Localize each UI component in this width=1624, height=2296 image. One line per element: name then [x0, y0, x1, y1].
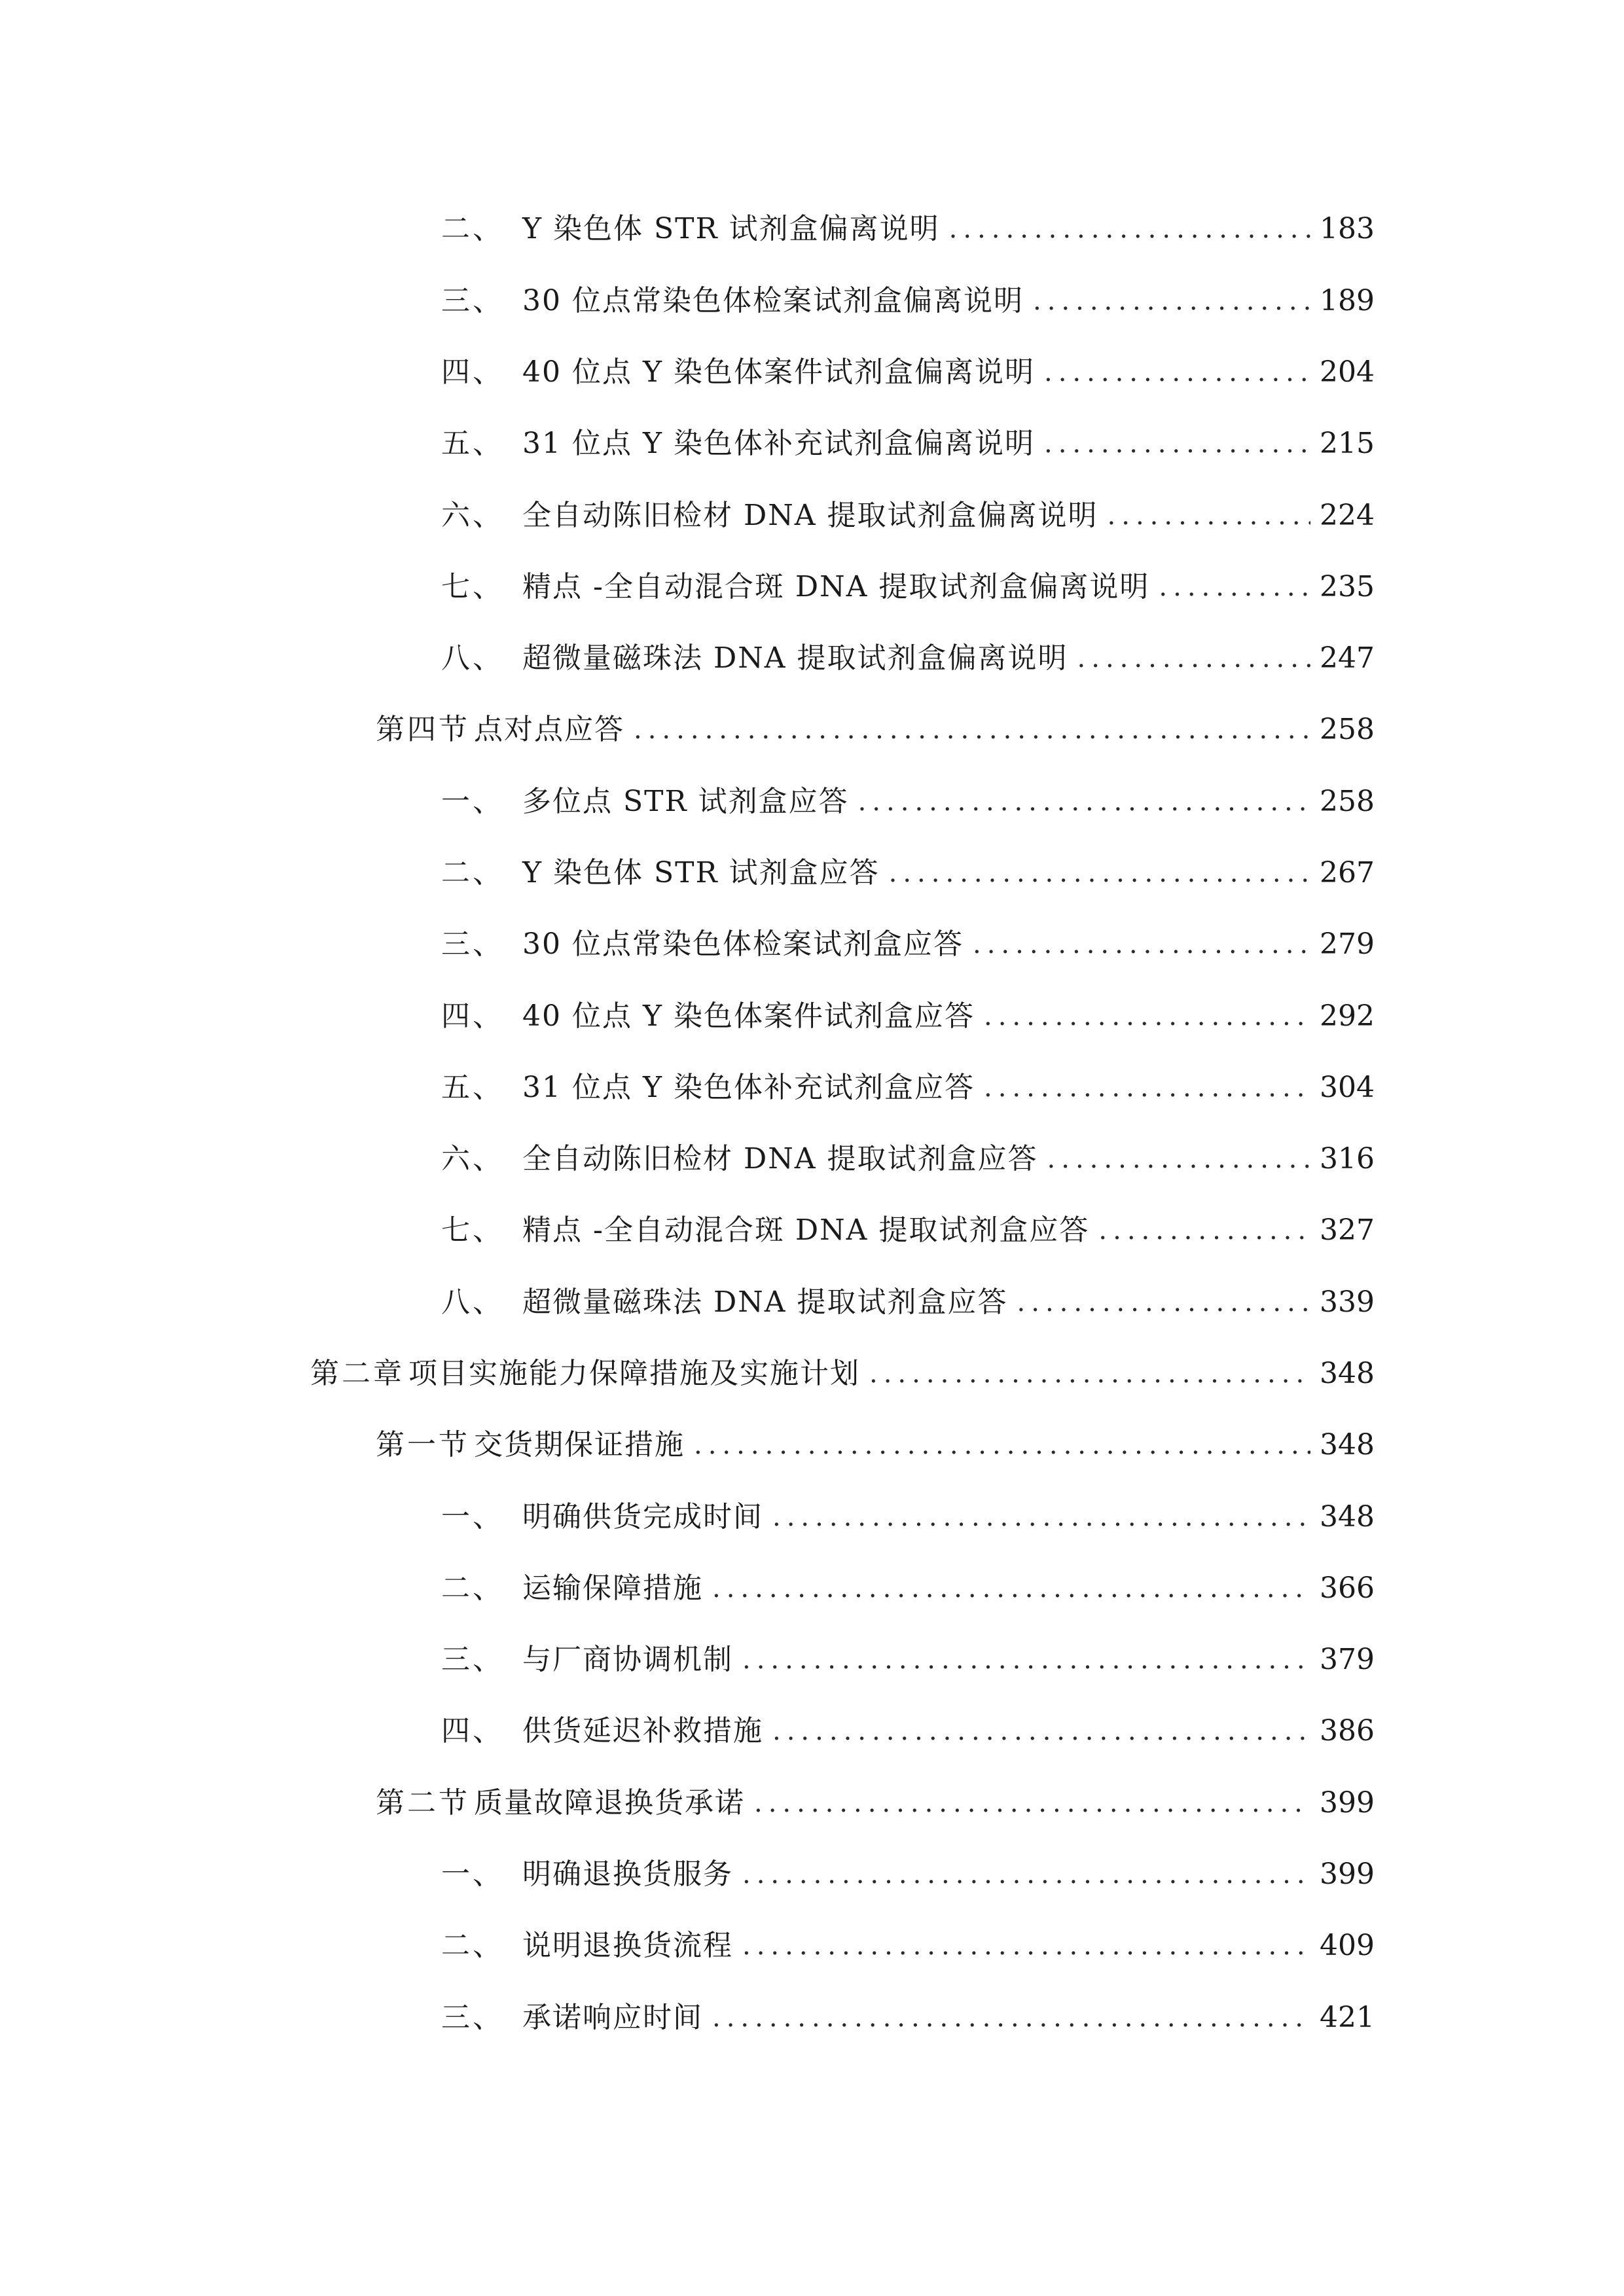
toc-entry[interactable] [441, 1280, 1375, 1325]
toc-entry-page: 348 [1320, 1357, 1375, 1390]
toc-entry-page: 386 [1320, 1714, 1375, 1748]
toc-entry-title: Y 染色体 STR 试剂盒偏离说明 [522, 212, 940, 245]
toc-entry-title: 项目实施能力保障措施及实施计划 [408, 1357, 860, 1390]
toc-entry-page: 399 [1320, 1786, 1375, 1820]
toc-entry-number: 三、 [441, 1643, 504, 1676]
toc-entry-page: 258 [1320, 713, 1375, 746]
toc-entry-title: 精点 -全自动混合斑 DNA 提取试剂盒应答 [522, 1213, 1090, 1247]
toc-entry-page: 183 [1320, 212, 1375, 245]
toc-entry-page: 421 [1320, 2001, 1375, 2034]
toc-entry-page: 189 [1320, 284, 1375, 317]
toc-entry-title: 30 位点常染色体检案试剂盒偏离说明 [522, 284, 1024, 317]
toc-entry-title: 承诺响应时间 [522, 2001, 703, 2034]
toc-entry-page: 204 [1320, 355, 1375, 389]
dot-leader [712, 1995, 1310, 2041]
toc-entry-page: 224 [1320, 499, 1375, 532]
toc-entry[interactable] [441, 636, 1375, 681]
dot-leader [1159, 564, 1310, 610]
toc-entry-number: 八、 [441, 1285, 504, 1319]
dot-leader [1108, 493, 1310, 539]
toc-entry-title: 全自动陈旧检材 DNA 提取试剂盒偏离说明 [522, 499, 1098, 532]
toc-entry-page: 399 [1320, 1857, 1375, 1891]
toc-entry-page: 348 [1320, 1500, 1375, 1534]
dot-leader [742, 1637, 1310, 1683]
toc-entry-title: 交货期保证措施 [474, 1428, 685, 1462]
toc-entry-number: 二、 [441, 1929, 504, 1962]
toc-entry-title: 明确供货完成时间 [522, 1500, 763, 1534]
toc-entry-page: 247 [1320, 641, 1375, 675]
toc-entry[interactable] [441, 1852, 1375, 1897]
toc-entry-number: 二、 [441, 1571, 504, 1605]
dot-leader [973, 922, 1310, 967]
dot-leader [742, 1852, 1310, 1897]
toc-entry[interactable] [441, 493, 1375, 539]
toc-entry[interactable] [441, 421, 1375, 467]
toc-entry-number: 八、 [441, 641, 504, 675]
toc-entry-page: 279 [1320, 927, 1375, 961]
toc-entry-number: 七、 [441, 1213, 504, 1247]
dot-leader [694, 1422, 1310, 1468]
toc-entry-title: 与厂商协调机制 [522, 1643, 733, 1676]
toc-entry-number: 一、 [441, 1857, 504, 1891]
dot-leader [1077, 636, 1310, 681]
dot-leader [984, 1065, 1310, 1111]
toc-entry-title: 明确退换货服务 [522, 1857, 733, 1891]
toc-entry[interactable] [441, 1136, 1375, 1182]
toc-entry-title: 超微量磁珠法 DNA 提取试剂盒应答 [522, 1285, 1008, 1319]
toc-entry-number: 五、 [441, 427, 504, 460]
toc-entry-page: 327 [1320, 1213, 1375, 1247]
dot-leader [1098, 1208, 1310, 1253]
toc-entry-title: 供货延迟补救措施 [522, 1714, 763, 1748]
toc-entry[interactable] [441, 1208, 1375, 1253]
toc-entry-number: 第四节 [376, 713, 470, 746]
toc-entry-page: 304 [1320, 1071, 1375, 1104]
toc-entry[interactable] [310, 1351, 1375, 1397]
dot-leader [634, 707, 1310, 753]
toc-entry-page: 292 [1320, 999, 1375, 1033]
toc-entry-number: 二、 [441, 856, 504, 889]
toc-entry[interactable] [441, 1566, 1375, 1611]
toc-entry-title: 点对点应答 [474, 713, 624, 746]
toc-entry-page: 379 [1320, 1643, 1375, 1676]
dot-leader [984, 994, 1310, 1039]
dot-leader [949, 206, 1310, 252]
toc-entry[interactable] [376, 1422, 1375, 1468]
toc-entry-title: 多位点 STR 试剂盒应答 [522, 785, 849, 818]
toc-entry[interactable] [441, 1923, 1375, 1969]
toc-entry-number: 三、 [441, 2001, 504, 2034]
toc-entry-number: 六、 [441, 1142, 504, 1175]
toc-entry-page: 258 [1320, 785, 1375, 818]
toc-entry-title: 超微量磁珠法 DNA 提取试剂盒偏离说明 [522, 641, 1068, 675]
toc-entry[interactable] [441, 1065, 1375, 1111]
toc-entry-number: 三、 [441, 927, 504, 961]
toc-entry[interactable] [441, 922, 1375, 967]
toc-entry[interactable] [441, 850, 1375, 896]
toc-entry-number: 五、 [441, 1071, 504, 1104]
dot-leader [772, 1708, 1310, 1754]
toc-entry-number: 三、 [441, 284, 504, 317]
toc-entry[interactable] [441, 1494, 1375, 1540]
toc-entry-number: 六、 [441, 499, 504, 532]
dot-leader [772, 1494, 1310, 1540]
dot-leader [712, 1566, 1310, 1611]
toc-entry-title: 说明退换货流程 [522, 1929, 733, 1962]
toc-entry[interactable] [441, 994, 1375, 1039]
toc-entry-page: 215 [1320, 427, 1375, 460]
toc-entry[interactable] [376, 1780, 1375, 1826]
toc-entry[interactable] [441, 1637, 1375, 1683]
toc-entry-title: 运输保障措施 [522, 1571, 703, 1605]
toc-entry[interactable] [441, 564, 1375, 610]
toc-entry-title: 31 位点 Y 染色体补充试剂盒偏离说明 [522, 427, 1035, 460]
toc-entry-number: 一、 [441, 785, 504, 818]
toc-entry[interactable] [441, 1708, 1375, 1754]
dot-leader [869, 1351, 1310, 1397]
toc-entry-title: Y 染色体 STR 试剂盒应答 [522, 856, 880, 889]
toc-entry-title: 精点 -全自动混合斑 DNA 提取试剂盒偏离说明 [522, 570, 1150, 603]
toc-entry-title: 31 位点 Y 染色体补充试剂盒应答 [522, 1071, 975, 1104]
toc-entry[interactable] [441, 350, 1375, 395]
toc-entry-title: 全自动陈旧检材 DNA 提取试剂盒应答 [522, 1142, 1038, 1175]
toc-entry-number: 四、 [441, 999, 504, 1033]
toc-entry-number: 四、 [441, 1714, 504, 1748]
toc-entry-title: 40 位点 Y 染色体案件试剂盒偏离说明 [522, 355, 1035, 389]
toc-entry-page: 409 [1320, 1929, 1375, 1962]
toc-entry-title: 40 位点 Y 染色体案件试剂盒应答 [522, 999, 975, 1033]
toc-entry[interactable] [441, 278, 1375, 324]
dot-leader [1044, 421, 1310, 467]
toc-entry-number: 第二章 [310, 1357, 405, 1390]
toc-entry-number: 第二节 [376, 1786, 470, 1820]
dot-leader [889, 850, 1310, 896]
dot-leader [1047, 1136, 1310, 1182]
dot-leader [858, 779, 1310, 825]
toc-entry-title: 质量故障退换货承诺 [474, 1786, 745, 1820]
toc-entry-number: 七、 [441, 570, 504, 603]
toc-entry-title: 30 位点常染色体检案试剂盒应答 [522, 927, 964, 961]
toc-entry[interactable] [441, 1995, 1375, 2041]
dot-leader [1033, 278, 1310, 324]
toc-entry-page: 348 [1320, 1428, 1375, 1462]
toc-entry[interactable] [441, 206, 1375, 252]
toc-entry[interactable] [376, 707, 1375, 753]
toc-entry-number: 第一节 [376, 1428, 470, 1462]
toc-entry-page: 366 [1320, 1571, 1375, 1605]
toc-entry-page: 267 [1320, 856, 1375, 889]
dot-leader [1017, 1280, 1310, 1325]
toc-entry-page: 235 [1320, 570, 1375, 603]
dot-leader [742, 1923, 1310, 1969]
toc-entry-number: 一、 [441, 1500, 504, 1534]
toc-entry-number: 二、 [441, 212, 504, 245]
dot-leader [1044, 350, 1310, 395]
toc-entry-page: 339 [1320, 1285, 1375, 1319]
toc-entry-number: 四、 [441, 355, 504, 389]
dot-leader [754, 1780, 1310, 1826]
toc-entry[interactable] [441, 779, 1375, 825]
toc-entry-page: 316 [1320, 1142, 1375, 1175]
